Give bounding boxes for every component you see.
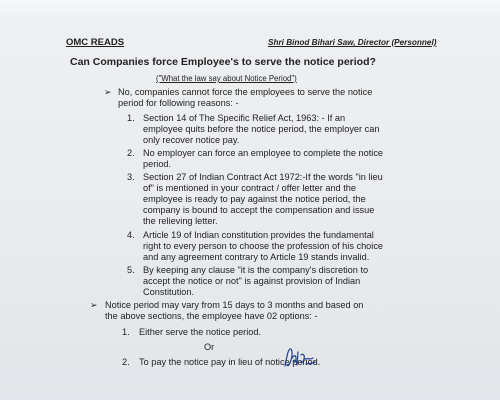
bullet-arrow-icon: ➢ [104,87,112,97]
bullet-arrow-icon: ➢ [90,300,98,310]
reason-line: By keeping any clause "it is the company's discretion to [143,265,369,275]
bullet-line: the above sections, the employee have 02 options: - [105,311,318,321]
option-or: Or [204,342,215,352]
option-text: To pay the notice pay in lieu of notice period. [139,357,321,367]
reason-line: period. [143,159,172,169]
reason-line: Section 27 of Indian Contract Act 1972:-If the words "in lieu [143,172,383,182]
header-left: OMC READS [66,37,125,48]
reason-number: 3. [127,172,135,182]
reason-line: No employer can force an employee to complete the notice [143,148,384,158]
reason-line: right to every person to choose the profession of his choice [143,241,384,251]
page-top-shadow [0,0,500,22]
reason-number: 1. [127,113,135,123]
bullet-line: No, companies cannot force the employees to serve the notice [118,87,373,97]
page-subtitle: ("What the law say about Notice Period") [156,74,297,83]
reason-line: Constitution. [143,287,195,297]
reason-number: 4. [127,230,135,240]
reason-line-text: Section 14 of The Specific Relief Act, 1963: - If an [143,113,346,123]
reason-number: 5. [127,265,135,275]
reason-number: 2. [127,148,135,158]
option-number: 1. [122,327,130,337]
page-title: Can Companies force Employee's to serve the notice period? [70,56,376,68]
reason-line: only recover notice pay. [143,135,240,145]
reason-line: company is bound to accept the compensation and issue [143,205,375,215]
reason-line: and any agreement contrary to Article 19 stands invalid. [143,252,370,262]
header-right: Shri Binod Bihari Saw, Director (Personnel) [268,38,437,47]
reason-line: employee quits before the notice period, the employer can [143,124,380,134]
option-text: Either serve the notice period. [139,327,262,337]
reason-line: Article 19 of Indian constitution provides the fundamental [143,230,374,240]
signature [282,346,318,370]
option-number: 2. [122,357,130,367]
reason-line: accept the notice or not" is against provision of Indian [143,276,361,286]
reason-line: of" is mentioned in your contract / offer letter and the [143,183,356,193]
reason-line: employee is ready to pay against the notice period, the [143,194,366,204]
reason-line: the relieving letter. [143,216,218,226]
bullet-line: period for following reasons: - [118,98,239,108]
bullet-line: Notice period may vary from 15 days to 3 months and based on [105,300,364,310]
reason-line [143,113,442,124]
